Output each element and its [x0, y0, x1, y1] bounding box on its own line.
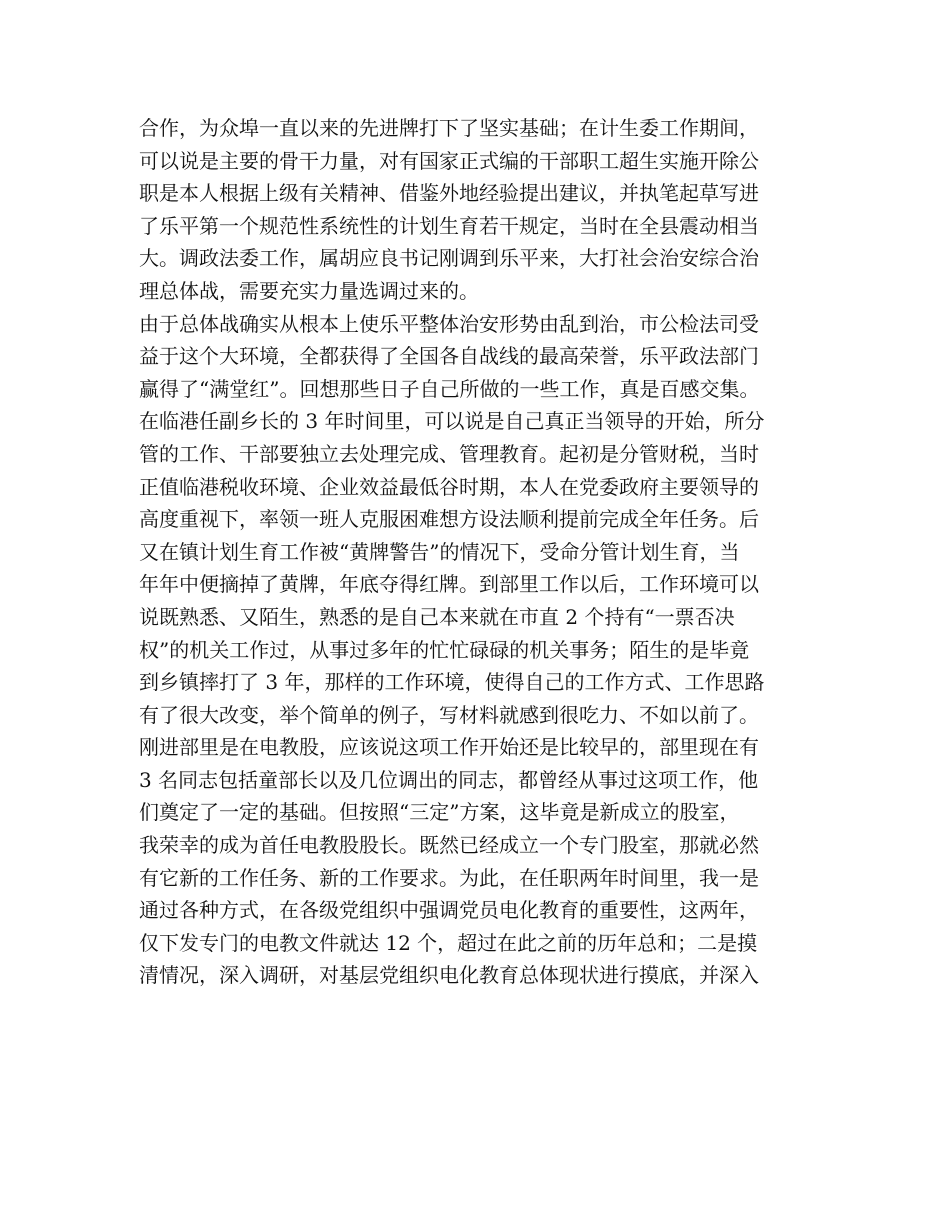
text-line: 大。调政法委工作，属胡应良书记刚调到乐平来，大打社会治安综合治	[139, 246, 759, 271]
text-line: 理总体战，需要充实力量选调过来的。	[139, 278, 479, 303]
text-line: 了乐平第一个规范性系统性的计划生育若干规定，当时在全县震动相当	[139, 213, 759, 238]
text-line: 清情况，深入调研，对基层党组织电化教育总体现状进行摸底，并深入	[139, 963, 759, 988]
text-line: 说既熟悉、又陌生，熟悉的是自己本来就在市直 2 个持有“一票否决	[139, 604, 735, 629]
text-line: 管的工作、干部要独立去处理完成、管理教育。起初是分管财税，当时	[139, 441, 759, 466]
text-line: 权”的机关工作过，从事过多年的忙忙碌碌的机关事务；陌生的是毕竟	[139, 637, 750, 662]
text-line: 合作，为众埠一直以来的先进牌打下了坚实基础；在计生委工作期间，	[139, 116, 759, 140]
text-line: 益于这个大环境，全都获得了全国各自战线的最高荣誉，乐平政法部门	[139, 344, 759, 369]
text-line: 3 名同志包括童部长以及几位调出的同志，都曾经从事过这项工作，他	[139, 767, 759, 792]
text-line: 赢得了“满堂红”。回想那些日子自己所做的一些工作，真是百感交集。	[139, 376, 760, 401]
text-line: 高度重视下，率领一班人克服困难想方设法顺利提前完成全年任务。后	[139, 507, 759, 532]
text-line: 年年中便摘掉了黄牌，年底夺得红牌。到部里工作以后，工作环境可以	[139, 572, 759, 597]
text-line: 到乡镇摔打了 3 年，那样的工作环境，使得自己的工作方式、工作思路	[139, 670, 765, 695]
body-text	[139, 112, 839, 992]
text-line: 由于总体战确实从根本上使乐平整体治安形势由乱到治，市公检法司受	[139, 311, 759, 336]
text-line: 们奠定了一定的基础。但按照“三定”方案，这毕竟是新成立的股室，	[139, 800, 740, 825]
text-line: 有了很大改变，举个简单的例子，写材料就感到很吃力、不如以前了。	[139, 702, 759, 727]
text-line: 我荣幸的成为首任电教股股长。既然已经成立一个专门股室，那就必然	[139, 833, 759, 858]
text-line: 通过各种方式，在各级党组织中强调党员电化教育的重要性，这两年，	[139, 898, 759, 923]
text-line: 又在镇计划生育工作被“黄牌警告”的情况下，受命分管计划生育，当	[139, 539, 740, 564]
text-line: 刚进部里是在电教股，应该说这项工作开始还是比较早的，部里现在有	[139, 735, 759, 760]
text-line: 仅下发专门的电教文件就达 12 个，超过在此之前的历年总和；二是摸	[139, 930, 758, 955]
text-line: 职是本人根据上级有关精神、借鉴外地经验提出建议，并执笔起草写进	[139, 181, 759, 206]
text-line: 有它新的工作任务、新的工作要求。为此，在任职两年时间里，我一是	[139, 865, 759, 890]
text-line: 在临港任副乡长的 3 年时间里，可以说是自己真正当领导的开始，所分	[139, 409, 765, 434]
text-line: 正值临港税收环境、企业效益最低谷时期，本人在党委政府主要领导的	[139, 474, 759, 499]
text-line: 可以说是主要的骨干力量，对有国家正式编的干部职工超生实施开除公	[139, 148, 759, 173]
